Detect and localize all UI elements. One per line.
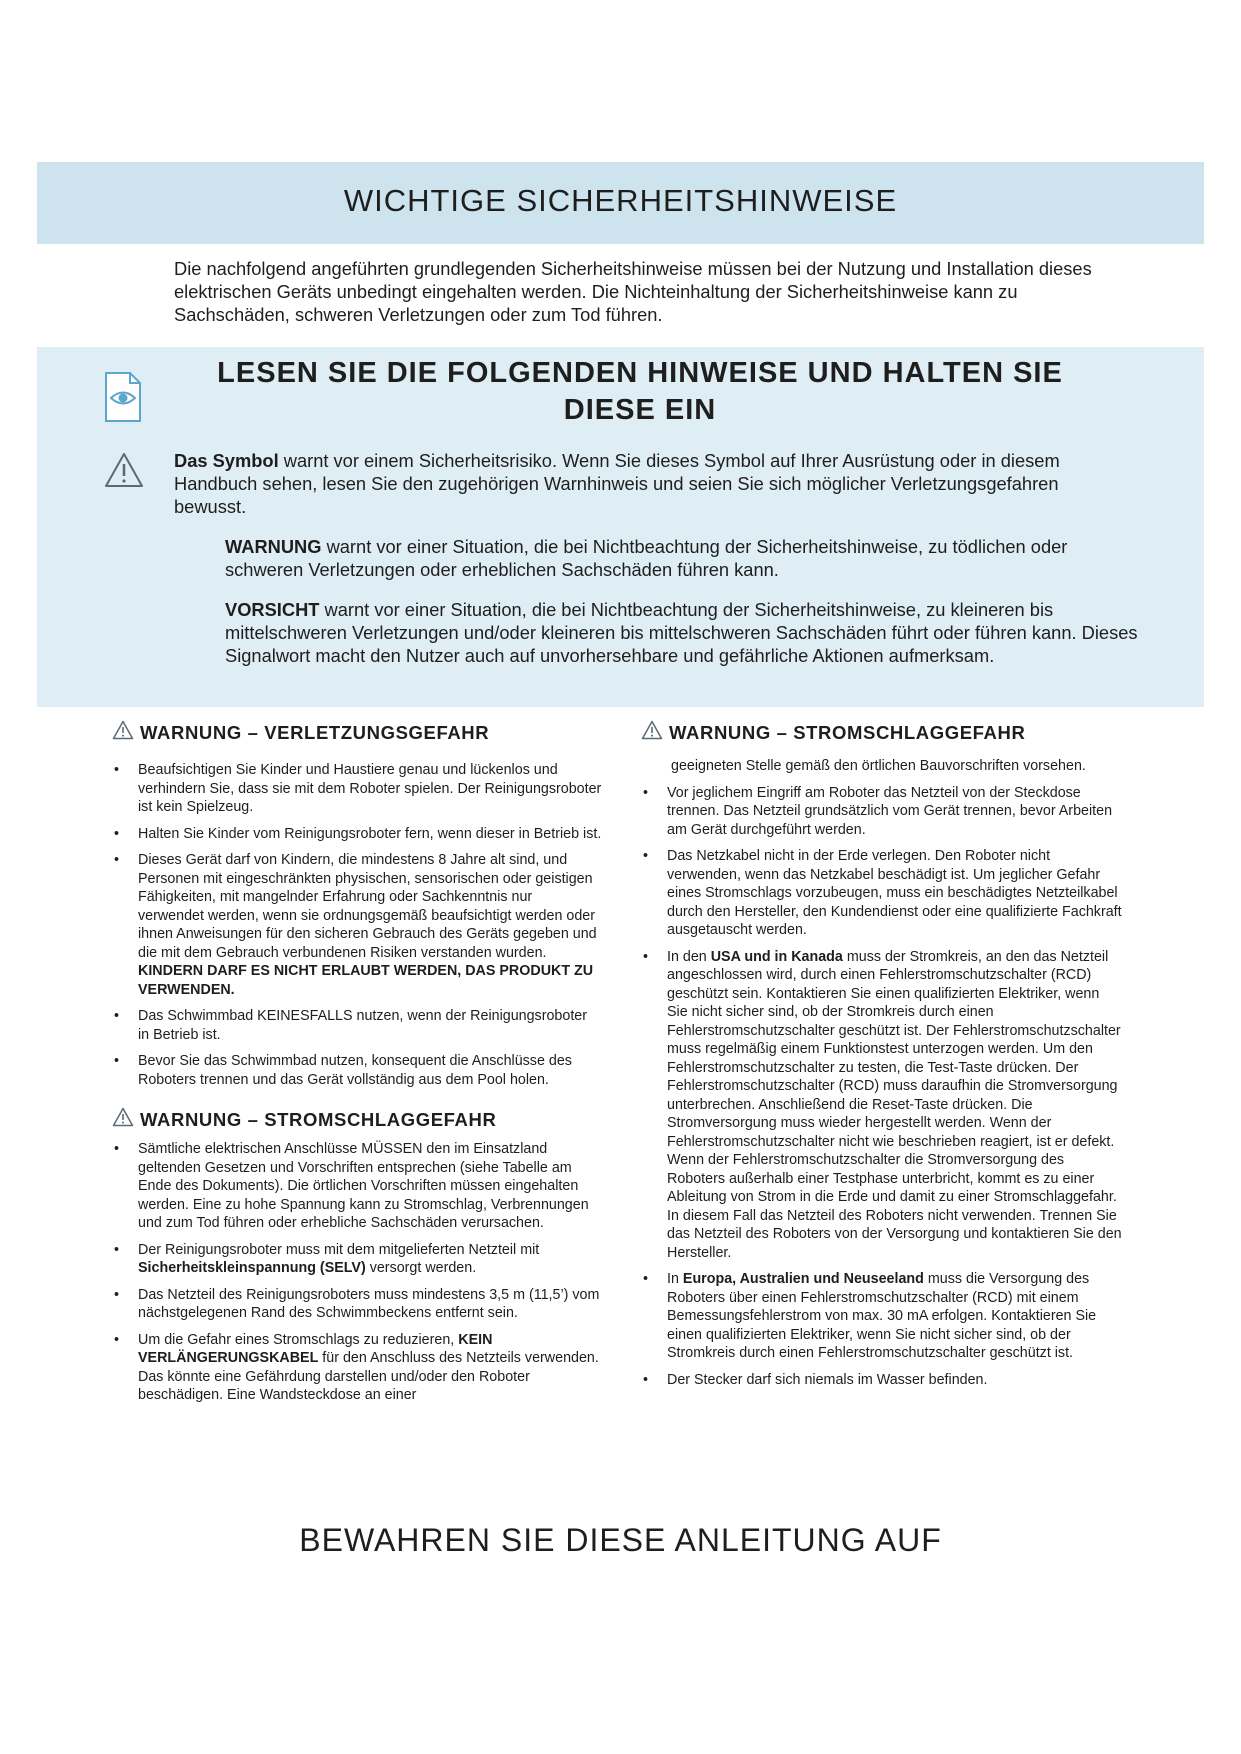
list-item-bold: KEIN VERLÄNGERUNGSKABEL	[138, 1331, 493, 1366]
warning-triangle-icon	[112, 1107, 134, 1132]
list-item-bold: KINDERN DARF ES NICHT ERLAUBT WERDEN, DAS PRODUKT ZU VERWENDEN.	[138, 963, 594, 998]
symbol-label: Das Symbol	[174, 450, 279, 471]
vorsicht-definition	[225, 598, 1140, 667]
list-item-text: versorgt werden.	[365, 1260, 477, 1276]
list-item-text: In den	[667, 948, 711, 965]
list-item-bold: Europa, Australien und Neuseeland	[682, 1271, 924, 1287]
list-item-text: Um die Gefahr eines Stromschlags zu reduzieren,	[138, 1331, 459, 1348]
list-item: • Das Netzkabel nicht in der Erde verlegen. Den Roboter nicht verwenden, wenn das Netzkabel beschädigt ist. Um jeglicher Gefahr eines Stromschlags vorzubeugen, muss ein beschädigtes Netzteilkabel durch den Hersteller, den Kundendienst oder eine qualifizierte Fachkraft ausgetauscht werden.	[641, 847, 1123, 940]
list-item	[641, 1270, 1123, 1363]
list-item-text: In	[667, 1271, 683, 1287]
shock-list-left	[112, 1140, 602, 1405]
page-title: WICHTIGE SICHERHEITSHINWEISE	[343, 183, 898, 218]
section-heading-shock	[112, 1107, 602, 1132]
footer-title: BEWAHREN SIE DIESE ANLEITUNG AUF	[299, 1522, 942, 1558]
warnung-description: warnt vor einer Situation, die bei Nichtbeachtung der Sicherheitshinweise, zu tödlichen oder schweren Verletzungen oder erheblichen Sachschäden führen kann.	[225, 536, 1068, 580]
list-item: • Das Netzteil des Reinigungsroboters muss mindestens 3,5 m (11,5’) vom nächstgelegenen Rand des Schwimmbeckens entfernt sein.	[112, 1286, 602, 1323]
intro-text: Die nachfolgend angeführten grundlegenden Sicherheitshinweise müssen bei der Nutzung und Installation dieses elektrischen Geräts unbedingt eingehalten werden. Die Nichteinhaltung der Sicherheitshinweise kann zu Sachschäden, schweren Verletzungen oder zum Tod führen.	[174, 258, 1092, 325]
list-item: • Der Stecker darf sich niemals im Wasser befinden.	[641, 1371, 1123, 1390]
warning-triangle-icon	[104, 452, 144, 493]
injury-list	[112, 761, 602, 1089]
section-heading-text: WARNUNG – STROMSCHLAGGEFAHR	[140, 1108, 497, 1130]
document-eye-icon	[104, 371, 142, 428]
warnung-definition	[225, 535, 1115, 581]
list-item-text: muss die Versorgung des Roboters über einen Fehlerstromschutzschalter (RCD) mit einem Bemessungsfehlerstrom von max. 30 mA erfolgen. Kontaktieren Sie einen qualifizierten Elektriker, wenn Sie nicht sicher sind, ob der Stromkreis durch einen Fehlerstromschutzschalter geschützt ist.	[667, 1271, 1097, 1361]
list-item-text: für den Anschluss des Netzteils verwenden. Das könnte eine Gefährdung darstellen und/oder den Roboter beschädigen. Eine Wandsteckdose an einer	[138, 1350, 599, 1403]
list-item-text: Der Reinigungsroboter muss mit dem mitgelieferten Netzteil mit	[138, 1241, 540, 1258]
section-heading-text: WARNUNG – VERLETZUNGSGEFAHR	[140, 721, 490, 743]
symbol-description: warnt vor einem Sicherheitsrisiko. Wenn Sie dieses Symbol auf Ihrer Ausrüstung oder in diesem Handbuch sehen, lesen Sie den zugehörigen Warnhinweis und seien Sie sich möglicher Verletzungsgefahren bewusst.	[174, 450, 1060, 517]
vorsicht-label: VORSICHT	[225, 599, 320, 620]
list-item: • Halten Sie Kinder vom Reinigungsroboter fern, wenn dieser in Betrieb ist.	[112, 825, 602, 844]
list-item	[112, 851, 602, 999]
warnung-label: WARNUNG	[225, 536, 322, 557]
shock-list-right	[641, 757, 1123, 1389]
read-box-title: LESEN SIE DIE FOLGENDEN HINWEISE UND HALTEN SIE DIESE EIN	[217, 357, 1063, 426]
list-item	[112, 1241, 602, 1278]
vorsicht-description: warnt vor einer Situation, die bei Nichtbeachtung der Sicherheitshinweise, zu kleineren bis mittelschweren Verletzungen und/oder kleineren bis mittelschweren Sachschäden führt oder führen kann. Dieses Signalwort macht den Nutzer auch auf unvorhersehbare und gefährliche Aktionen aufmerksam.	[225, 599, 1138, 666]
list-item	[641, 948, 1123, 1263]
warning-triangle-icon	[641, 720, 663, 745]
list-item-text: Dieses Gerät darf von Kindern, die mindestens 8 Jahre alt sind, und Personen mit eingeschränkten physischen, sensorischen oder geistigen Fähigkeiten, mit mangelnder Erfahrung oder Sachkenntnis nur verwendet werden, wenn sie ordnungsgemäß beaufsichtigt werden oder ihnen Anweisungen für den sicheren Gebrauch des Geräts gegeben und die mit dem Gebrauch verbundenen Risiken verstanden wurden.	[138, 852, 597, 961]
list-item-bold: USA und in Kanada	[710, 948, 843, 965]
list-item: • Bevor Sie das Schwimmbad nutzen, konsequent die Anschlüsse des Roboters trennen und das Gerät vollständig aus dem Pool holen.	[112, 1052, 602, 1089]
list-item-bold: Sicherheitskleinspannung (SELV)	[138, 1260, 366, 1276]
list-item	[112, 1331, 602, 1405]
list-item-text: muss der Stromkreis, an den das Netzteil angeschlossen wird, durch einen Fehlerstromschutzschalter (RCD) geschützt sein. Kontaktieren Sie einen qualifizierten Elektriker, wenn Sie nicht sicher sind, ob der Stromkreis durch einen Fehlerstromschutzschalter geschützt ist. Der Fehlerstromschutzschalter muss regelmäßig einem Funktionstest unterzogen werden. Um den Fehlerstromschutzschalter zu testen, die Test-Taste drücken. Der Fehlerstromschutzschalter (RCD) muss daraufhin die Stromversorgung unterbrechen. Anschließend die Reset-Taste drücken. Die Stromversorgung muss wieder hergestellt werden. Wenn der Fehlerstromschutzschalter nicht wie beschrieben reagiert, ist er defekt. Wenn der Fehlerstromschutzschalter die Stromversorgung des Roboters außerhalb einer Testphase unterbricht, kommt es zu einer Ableitung von Strom in die Erde und damit zu einer Stromschlaggefahr. In diesem Fall das Netzteil des Roboters nicht verwenden. Trennen Sie das Netzteil des Roboters von der Versorgung und kontaktieren Sie den Hersteller.	[667, 948, 1122, 1261]
list-item: • Das Schwimmbad KEINESFALLS nutzen, wenn der Reinigungsroboter in Betrieb ist.	[112, 1007, 602, 1044]
list-item: • Sämtliche elektrischen Anschlüsse MÜSSEN den im Einsatzland geltenden Gesetzen und Vorschriften entsprechen (siehe Tabelle am Ende des Dokuments). Die örtlichen Vorschriften müssen eingehalten werden. Eine zu hohe Spannung kann zu Stromschlag, Verbrennungen und zum Tod führen oder erhebliche Sachschäden verursachen.	[112, 1140, 602, 1233]
warning-triangle-icon	[112, 720, 134, 745]
left-column	[112, 720, 602, 1413]
section-heading-text: WARNUNG – STROMSCHLAGGEFAHR	[669, 721, 1026, 743]
list-item: • Beaufsichtigen Sie Kinder und Haustiere genau und lückenlos und verhindern Sie, dass sie mit dem Roboter spielen. Der Reinigungsroboter ist kein Spielzeug.	[112, 761, 602, 817]
list-item-continuation: geeigneten Stelle gemäß den örtlichen Bauvorschriften vorsehen.	[671, 758, 1086, 774]
symbol-explanation	[174, 449, 1114, 518]
right-column	[641, 720, 1123, 1397]
section-heading-injury	[112, 720, 602, 745]
list-item: • Vor jeglichem Eingriff am Roboter das Netzteil von der Steckdose trennen. Das Netzteil grundsätzlich vom Gerät trennen, bevor Arbeiten am Gerät durchgeführt werden.	[641, 784, 1123, 840]
section-heading-shock-right	[641, 720, 1123, 745]
